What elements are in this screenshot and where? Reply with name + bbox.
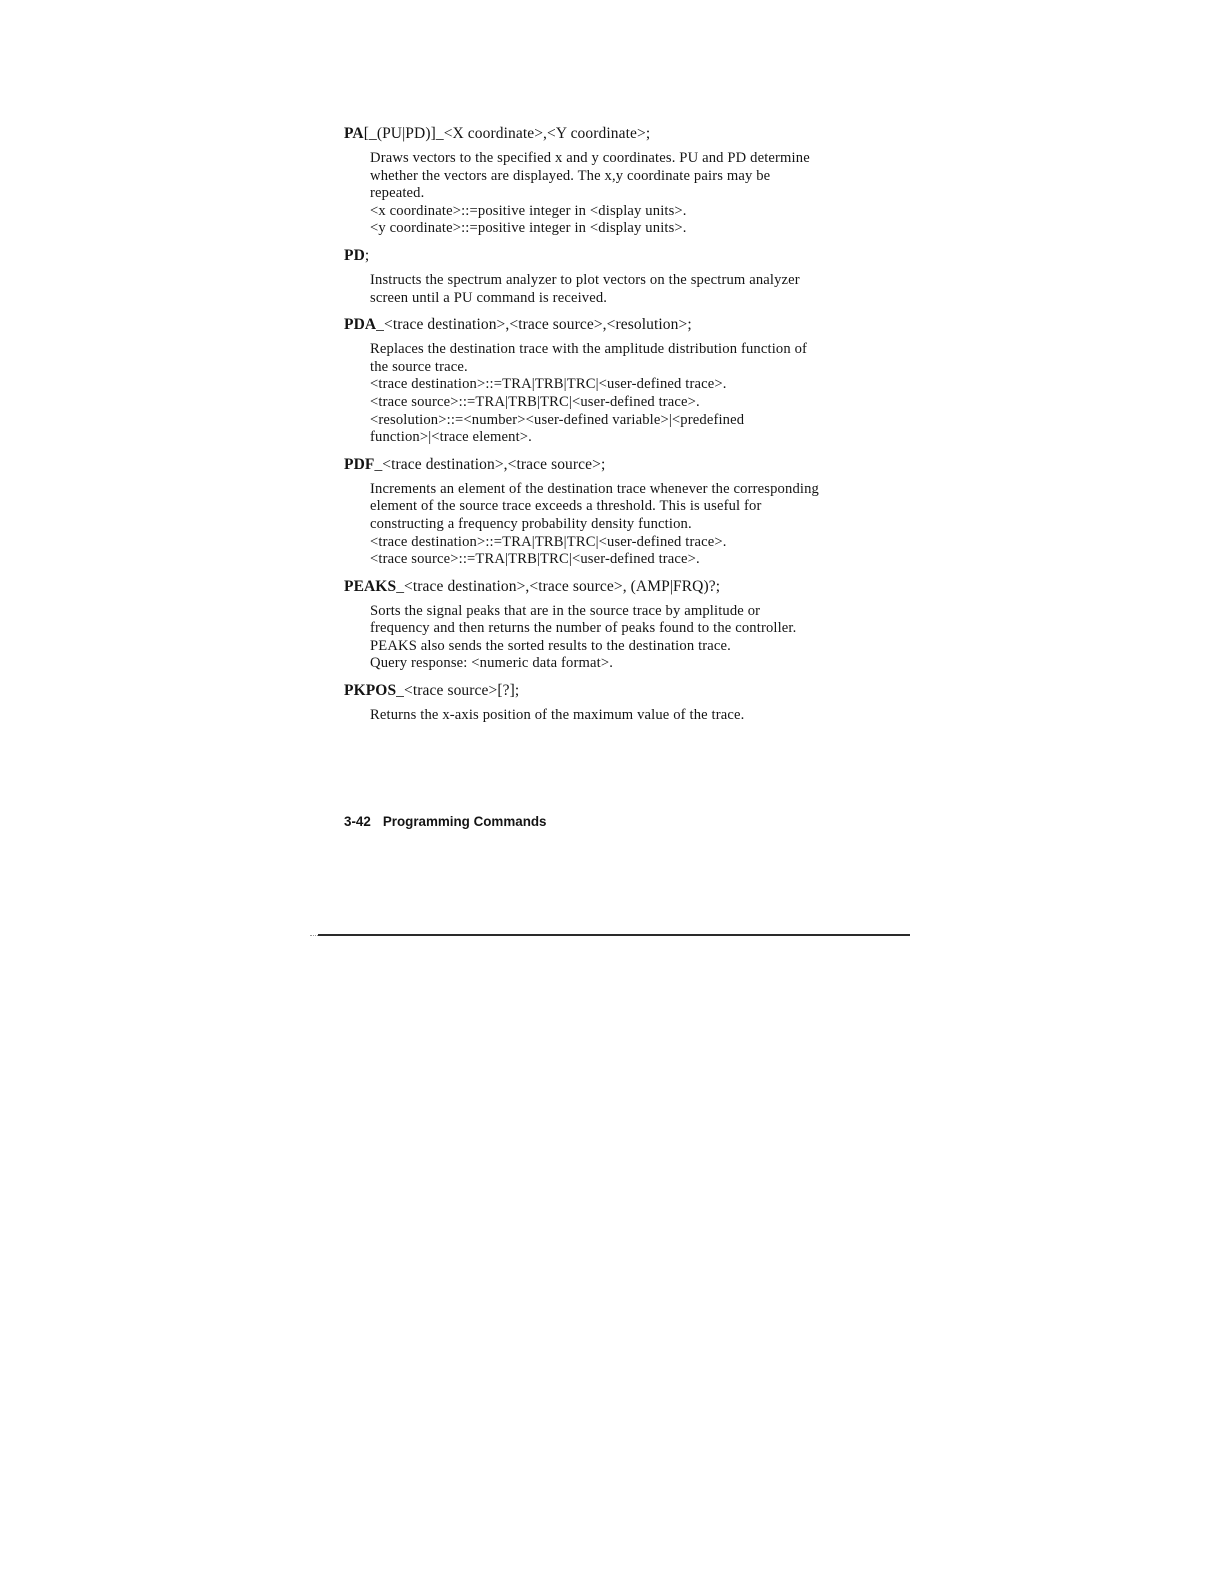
description-line: frequency and then returns the number of peaks found to the controller.	[370, 620, 797, 637]
description-line: repeated.	[370, 185, 425, 202]
description-line: the source trace.	[370, 358, 468, 375]
command-list	[344, 124, 884, 733]
command-entry-pd	[344, 246, 884, 307]
command-heading	[344, 577, 884, 597]
command-description	[370, 481, 884, 569]
command-keyword: PDA	[344, 316, 377, 334]
command-heading	[344, 455, 884, 475]
description-line: Instructs the spectrum analyzer to plot vectors on the spectrum analyzer	[370, 271, 800, 288]
description-line: <trace source>::=TRA|TRB|TRC|<user-defined trace>.	[370, 393, 700, 410]
command-keyword: PA	[344, 125, 364, 142]
description-line: function>|<trace element>.	[370, 429, 532, 446]
command-heading	[344, 315, 884, 335]
description-line: PEAKS also sends the sorted results to the destination trace.	[370, 637, 731, 654]
command-syntax: _<trace destination>,<trace source>, (AMP|FRQ)?;	[396, 577, 721, 595]
command-description	[370, 150, 884, 238]
command-entry-pdf	[344, 455, 884, 569]
command-description	[370, 272, 884, 307]
description-line: Query response: <numeric data format>.	[370, 655, 614, 672]
command-heading	[344, 681, 884, 701]
command-syntax: [_(PU|PD)]_<X coordinate>,<Y coordinate>;	[363, 125, 651, 142]
section-title: Programming Commands	[382, 814, 547, 829]
page-bottom-rule	[318, 934, 910, 936]
description-line: Draws vectors to the specified x and y coordinates. PU and PD determine	[370, 150, 810, 166]
command-syntax: _<trace destination>,<trace source>,<resolution>;	[376, 316, 692, 334]
page-number: 3-42	[344, 814, 371, 829]
description-line: Increments an element of the destination trace whenever the corresponding	[370, 480, 819, 497]
command-entry-pa	[344, 124, 884, 238]
description-line: screen until a PU command is received.	[370, 289, 608, 306]
description-line: Replaces the destination trace with the amplitude distribution function of	[370, 341, 808, 358]
command-description	[370, 603, 884, 673]
command-syntax: _<trace destination>,<trace source>;	[374, 455, 606, 473]
description-line: Sorts the signal peaks that are in the source trace by amplitude or	[370, 602, 761, 619]
command-keyword: PD	[344, 246, 365, 264]
page-footer	[344, 814, 547, 829]
description-line: <trace destination>::=TRA|TRB|TRC|<user-defined trace>.	[370, 376, 727, 393]
command-keyword: PDF	[344, 455, 375, 473]
command-keyword: PEAKS	[344, 577, 397, 595]
command-syntax: ;	[364, 246, 370, 264]
command-heading	[344, 246, 884, 266]
command-description	[370, 707, 884, 725]
description-line: element of the source trace exceeds a threshold. This is useful for	[370, 498, 762, 515]
description-line: <trace source>::=TRA|TRB|TRC|<user-defined trace>.	[370, 551, 700, 568]
command-entry-pkpos	[344, 681, 884, 725]
command-heading	[344, 124, 884, 144]
description-line: whether the vectors are displayed. The x,y coordinate pairs may be	[370, 167, 771, 184]
command-syntax: _<trace source>[?];	[396, 682, 520, 700]
command-entry-pda	[344, 315, 884, 447]
description-line: Returns the x-axis position of the maximum value of the trace.	[370, 707, 745, 724]
description-line: <y coordinate>::=positive integer in <display units>.	[370, 220, 687, 237]
description-line: <resolution>::=<number><user-defined variable>|<predefined	[370, 411, 745, 428]
description-line: constructing a frequency probability density function.	[370, 515, 692, 532]
description-line: <trace destination>::=TRA|TRB|TRC|<user-defined trace>.	[370, 533, 727, 550]
description-line: <x coordinate>::=positive integer in <display units>.	[370, 202, 687, 219]
command-description	[370, 341, 884, 447]
command-entry-peaks	[344, 577, 884, 673]
command-keyword: PKPOS	[344, 682, 397, 700]
